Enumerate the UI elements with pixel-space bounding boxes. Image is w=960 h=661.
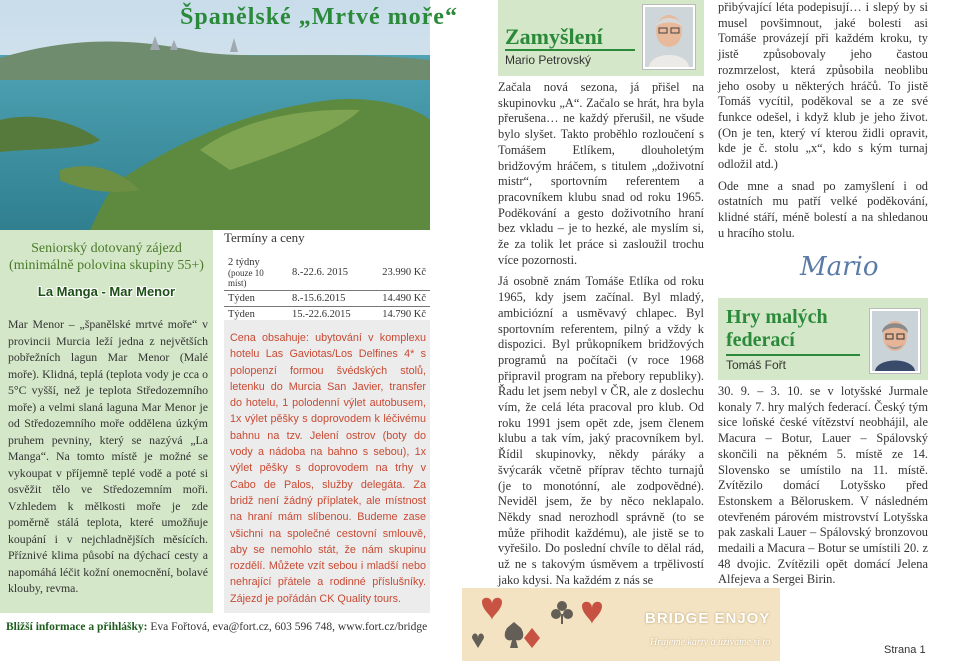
place-name: La Manga - Mar Menor (37, 284, 176, 299)
duration-cell: Týden (224, 307, 288, 323)
federations-text: 30. 9. – 3. 10. se v lotyšské Jurmale konaly 7. hry malých federací. Český tým sice loňské české vítězství neobhájil, ale Macura – Botur, Lauer – Spálovský skončili na pěkném 5. místě ze 14. Slovensko se umístilo na 11. místě. Zvítězilo domácí Lotyšsko před Estonskem a Běloruskem. V následném otevřeném párovém mistrovství Lotyšska pak zaskali Lauer – Spálovský bronzovou medaili a Macura – Botur se umístili 20. z 48 dvojic. Zvítězili opět domácí Jelena Alfejeva a Sergei Birin. (718, 384, 928, 587)
author-portrait (643, 5, 695, 69)
federations-author: Tomáš Fořt (726, 358, 787, 372)
dates-cell: 15.-22.6.2015 (288, 307, 368, 323)
table-row (224, 291, 430, 307)
contact-info (6, 621, 427, 633)
price-includes: Cena obsahuje: ubytování v komplexu hotelu Las Gaviotas/Los Delfines 4* s polopenzí formou švédských stolů, letenku do Murcia San Javier, transfer do hotelu, 1 polodenní výlet autobusem, 1x výlet pěšky s doprovodem k léčivému bahnu na tzv. Jelení ostrov (boty do vody a nádoba na bahno s sebou), 1x výlet pěšky s doprovodem na trhy v Cabo de Palos, služby delegáta. Za bridž není žádný příplatek, ale místnost na hraní mám slíbenou. Budeme zase všichni na společné cestovní smlouvě, aby se nemohlo stát, že nám skupinu rozdělí. Můžete vzít sebou i mladší nebo nehrající přátele a rodinné příslušníky. Zájezd je pořádán CK Quality tours. (230, 332, 426, 605)
reflection-author: Mario Petrovský (505, 53, 592, 67)
reflection-title: Zamyšlení (505, 24, 603, 49)
page-number: Strana 1 (884, 644, 926, 656)
dates-cell: 8.-22.6. 2015 (288, 255, 368, 291)
paragraph: Ode mne a snad po zamyšlení i od ostatních mu patří velké poděkování, klidné stáří, méně bolestí a na shledanou u hracího stolu. (718, 178, 928, 240)
paragraph: Já osobně znám Tomáše Etlíka od roku 1965, kdy jsem začínal. Byl mladý, ambiciózní a usměvavý chlapec. Byl sportovním referentem, pilný a vždy k dispozici. Byl průkopníkem bridžových programů na počítači (v roce 1968 připravil program na přebory republiky). Řadu let jsem nebyl v ČR, ale z doslechu vím, že celá léta pracoval pro klub. Od roku 1991 jsem opět zde, jsem členem klubu a tak vím, jaký pracovníkem byl. Řídil skupinovky, někdy páráky a švýcarák včetně příprav těchto turnajů (je to monotónní, ale zodpovědné). Neviděl jsem, že by něco neklapalo. Někdy snad nerozhodl správně (to se může přihodit každému), ale jistě se to vyřešilo. Do poslední chvíle to dělal rád, už ne s takovým úsměvem a trpělivostí jako kdysi. Na každém z nás se (498, 274, 704, 587)
banner-title: BRIDGE ENJOY (645, 610, 771, 627)
price-table (224, 255, 430, 323)
duration-cell (224, 255, 288, 291)
contact-details[interactable]: Eva Fořtová, eva@fort.cz, 603 596 748, www.fort.cz/bridge (147, 621, 428, 633)
banner-tagline: Hrajeme karty a užíváme si to (650, 637, 771, 648)
contact-label: Bližší informace a přihlášky: (6, 621, 148, 633)
duration-cell: Týden (224, 291, 288, 307)
paragraph: Začala nová sezona, já přišel na skupinovku „A“. Začalo se hrát, hra byla přerušena… ne každý přerušil, ne všude bylo slyšet. Takto proběhlo rozloučení s Tomášem Etlíkem, dlouholetým bridžovým hráčem, s titulem „doživotní mistr“, sportovním referentem a pracovníkem klubu snad od roku 1965. Poděkování a gesto doživotního hraní bez vkladu – je to hezké, ale myslím si, že za tolik let práce si zasloužil trochu více pozornosti. (498, 80, 704, 267)
price-cell: 23.990 Kč (368, 255, 430, 291)
paragraph: přibývající léta podepisují… i slepý by si musel povšimnout, jaké bolesti asi Tomáše provázejí při každém kroku, ty jistě způsobovaly jeho častou rozmrzelost, která způsobila neoblibu jeho osoby u některých hráčů. To jistě Tomáš vycítil, poděkoval se a ze své funkce odešel, i když klub je jeho život. (On je ten, který ví kterou židli opravit, kde je č. stolu „x“, kdo s kým turnaj odložil atd.) (718, 0, 928, 172)
divider (505, 49, 635, 51)
duration: 2 týdny (228, 257, 260, 268)
terms-title: Termíny a ceny (224, 230, 305, 245)
duration-note: (pouze 10 míst) (228, 268, 264, 288)
federations-title: Hry malých federací (726, 306, 828, 351)
trip-description: Mar Menor – „španělské mrtvé moře“ v provincii Murcia leží jedna z největších pobřežních lagun Mar Menor (Malé moře). Klidná, teplá (teplota vody je cca o 5°C vyšší, než je teplota Středozemního moře) a velmi slaná laguna Mar Menor je od Středozemního moře oddělena úzkým pruhem pevniny, který se nazývá „La Manga“. Na tomto místě je možné se vykoupat v příjemně teplé vodě a poté si osvěžit tělo ve Středozemním moři. Vzhledem k mělkosti moře je zde poměrně stálá teplota, které umožňuje koupání i v nejchladnějších měsících. Příznivé klima působí na dýchací cesty a napomáhá léčit kožní onemocnění, bolavé klouby, revma. (8, 317, 208, 595)
dates-cell: 8.-15.6.2015 (288, 291, 368, 307)
lagoon-photo (0, 0, 430, 230)
reflection-column-1 (498, 80, 704, 595)
price-cell: 14.790 Kč (368, 307, 430, 323)
trip-title: Španělské „Mrtvé moře“ (180, 4, 458, 30)
author-portrait (870, 309, 920, 373)
trip-subtitle: Seniorský dotovaný zájezd (minimálně polovina skupiny 55+) (9, 241, 204, 273)
divider (726, 354, 860, 356)
reflection-column-2 (718, 0, 928, 248)
table-row (224, 255, 430, 291)
price-cell: 14.490 Kč (368, 291, 430, 307)
author-signature: Mario (800, 252, 879, 282)
